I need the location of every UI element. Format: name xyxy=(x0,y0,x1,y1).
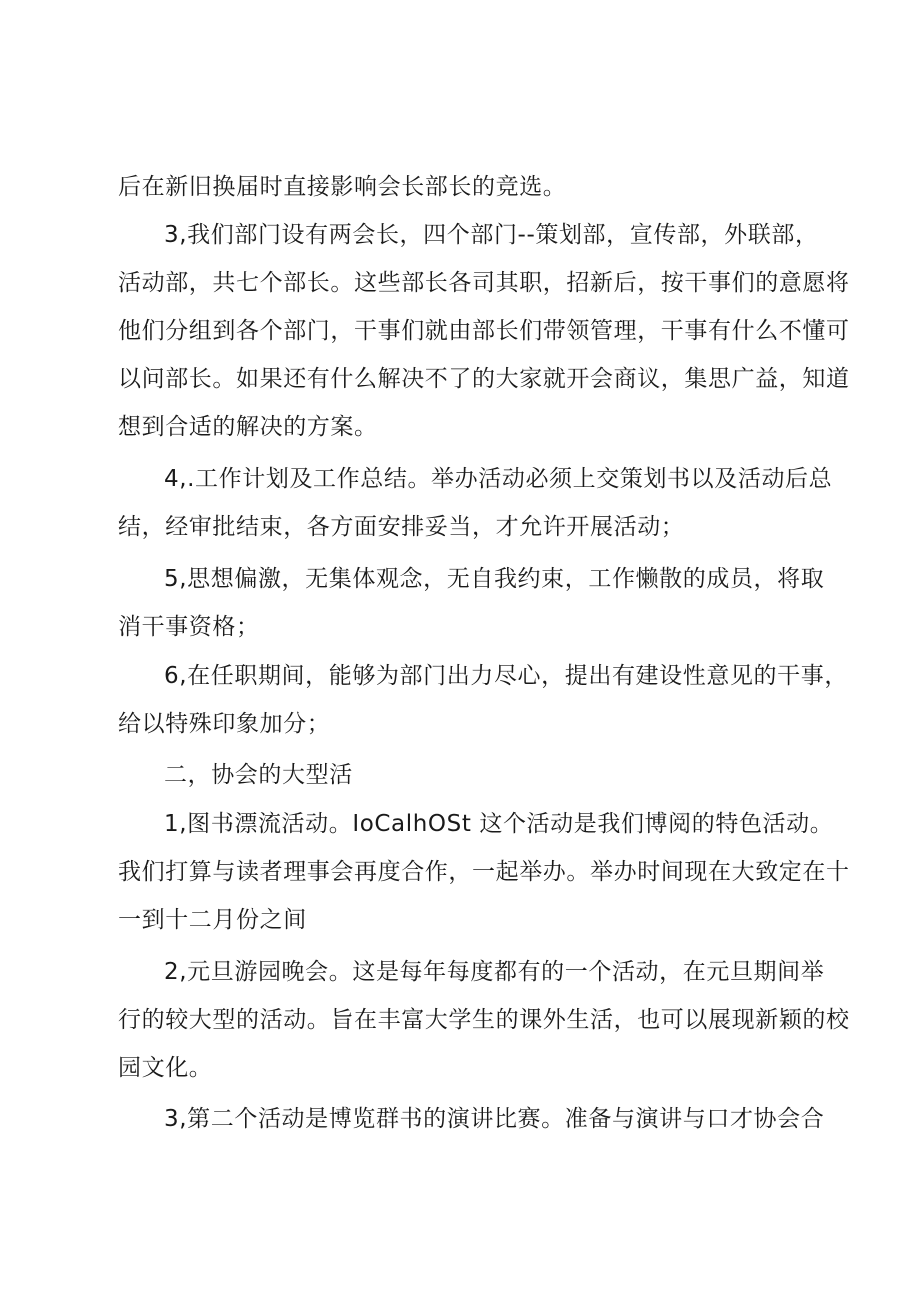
text-line: 3,第二个活动是博览群书的演讲比赛。准备与演讲与口才协会合 xyxy=(164,1106,825,1132)
text-line: 给以特殊印象加分； xyxy=(118,711,331,737)
text-line: 3,我们部门设有两会长，四个部门--策划部，宣传部，外联部， xyxy=(164,222,819,248)
text-line: 他们分组到各个部门，干事们就由部长们带领管理，干事有什么不懂可 xyxy=(118,318,850,344)
text-line: 消干事资格； xyxy=(118,614,260,640)
text-line: 结，经审批结束，各方面安排妥当，才允许开展活动； xyxy=(118,514,685,540)
text-line: 行的较大型的活动。旨在丰富大学生的课外生活，也可以展现新颖的校 xyxy=(118,1007,850,1033)
text-line: 5,思想偏激，无集体观念，无自我约束，工作懒散的成员，将取 xyxy=(164,566,825,592)
text-line: 我们打算与读者理事会再度合作，一起举办。举办时间现在大致定在十 xyxy=(118,859,850,885)
text-line: 1,图书漂流活动。IoCalhOSt 这个活动是我们博阅的特色活动。 xyxy=(164,811,834,837)
text-line: 活动部，共七个部长。这些部长各司其职，招新后，按干事们的意愿将 xyxy=(118,270,850,296)
text-line: 4,.工作计划及工作总结。举办活动必须上交策划书以及活动后总 xyxy=(164,466,833,492)
text-line: 以问部长。如果还有什么解决不了的大家就开会商议，集思广益，知道 xyxy=(118,366,850,392)
text-line: 后在新旧换届时直接影响会长部长的竞选。 xyxy=(118,174,567,200)
text-line: 6,在任职期间，能够为部门出力尽心，提出有建设性意见的干事， xyxy=(164,663,848,689)
section-heading: 二，协会的大型活 xyxy=(164,762,353,788)
text-line: 一到十二月份之间 xyxy=(118,907,307,933)
text-line: 想到合适的解决的方案。 xyxy=(118,414,378,440)
text-line: 2,元旦游园晚会。这是每年每度都有的一个活动，在元旦期间举 xyxy=(164,959,825,985)
text-line: 园文化。 xyxy=(118,1055,213,1081)
